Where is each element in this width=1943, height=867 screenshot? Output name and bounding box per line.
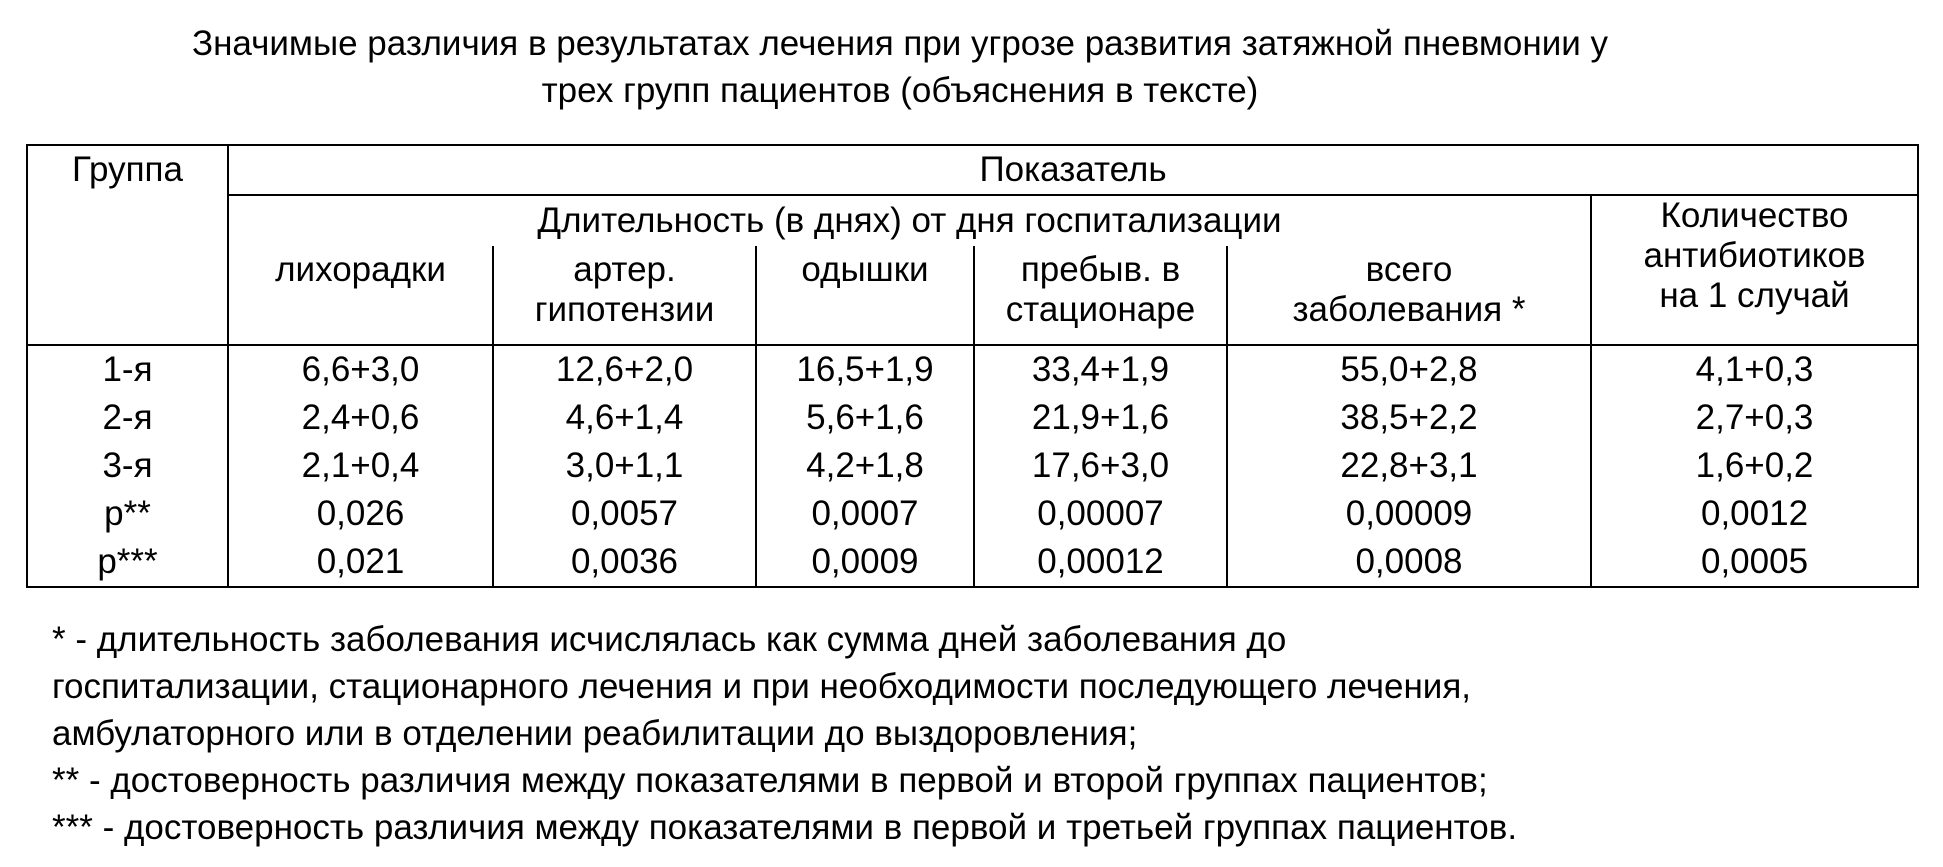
antibiotics-header [1591,195,1918,345]
cell-value: 5,6+1,6 [756,394,974,442]
cell-value: 6,6+3,0 [228,345,493,394]
cell-value: 3,0+1,1 [493,442,756,490]
cell-value: 22,8+3,1 [1227,442,1591,490]
antibiotics-header-line-1: Количество [1660,196,1849,235]
cell-value: 16,5+1,9 [756,345,974,394]
column-header-total-illness [1227,246,1591,345]
column-header-hypotension-line-1: артер. [573,250,676,289]
footnote-line: *** - достоверность различия между показателями в первой и третьей группах пациентов. [52,808,1518,847]
cell-value: 21,9+1,6 [974,394,1227,442]
group-header: Группа [27,145,228,345]
cell-value: 0,0036 [493,538,756,587]
row-group: p** [27,490,228,538]
cell-value: 4,6+1,4 [493,394,756,442]
row-group: 1-я [27,345,228,394]
table-row [27,442,1918,490]
cell-value: 4,1+0,3 [1591,345,1918,394]
row-group: 2-я [27,394,228,442]
column-header-hospital-stay-line-2: стационаре [1005,290,1196,329]
cell-value: 2,7+0,3 [1591,394,1918,442]
column-header-fever [228,246,493,345]
cell-value: 2,4+0,6 [228,394,493,442]
duration-header: Длительность (в днях) от дня госпитализации [228,195,1591,246]
cell-value: 0,026 [228,490,493,538]
footnote-line: ** - достоверность различия между показателями в первой и второй группах пациентов; [52,761,1488,800]
cell-value: 12,6+2,0 [493,345,756,394]
cell-value: 0,0012 [1591,490,1918,538]
cell-value: 1,6+0,2 [1591,442,1918,490]
footnote-line: * - длительность заболевания исчислялась как сумма дней заболевания до [52,620,1287,659]
cell-value: 55,0+2,8 [1227,345,1591,394]
cell-value: 0,00009 [1227,490,1591,538]
row-group: 3-я [27,442,228,490]
cell-value: 0,021 [228,538,493,587]
antibiotics-header-line-3: на 1 случай [1659,276,1850,315]
footnote-line: госпитализации, стационарного лечения и при необходимости последующего лечения, [52,667,1472,706]
column-header-hospital-stay-line-1: пребыв. в [1020,250,1181,289]
cell-value: 33,4+1,9 [974,345,1227,394]
caption-line-1: Значимые различия в результатах лечения при угрозе развития затяжной пневмонии у [191,24,1609,63]
indicator-header: Показатель [228,145,1918,195]
column-header-hypotension [493,246,756,345]
footnotes [52,616,1912,851]
column-header-dyspnea-line-1: одышки [801,250,929,289]
cell-value: 0,0008 [1227,538,1591,587]
cell-value: 0,0007 [756,490,974,538]
footnote-line: амбулаторного или в отделении реабилитации до выздоровления; [52,714,1138,753]
cell-value: 0,00012 [974,538,1227,587]
antibiotics-header-line-2: антибиотиков [1643,236,1866,275]
caption-line-2: трех групп пациентов (объяснения в тексте) [541,71,1259,110]
row-group: p*** [27,538,228,587]
cell-value: 4,2+1,8 [756,442,974,490]
table-row [27,490,1918,538]
cell-value: 0,0009 [756,538,974,587]
table-row [27,345,1918,394]
cell-value: 0,00007 [974,490,1227,538]
column-header-total-illness-line-1: всего [1365,250,1453,289]
column-header-hypotension-line-2: гипотензии [534,290,715,329]
cell-value: 38,5+2,2 [1227,394,1591,442]
column-header-fever-line-1: лихорадки [275,250,446,289]
column-header-hospital-stay [974,246,1227,345]
table-row [27,394,1918,442]
table-row [27,538,1918,587]
column-header-total-illness-line-2: заболевания * [1292,290,1526,329]
cell-value: 0,0057 [493,490,756,538]
column-header-dyspnea [756,246,974,345]
cell-value: 17,6+3,0 [974,442,1227,490]
cell-value: 0,0005 [1591,538,1918,587]
table-caption [20,20,1780,114]
cell-value: 2,1+0,4 [228,442,493,490]
results-table [26,144,1919,588]
